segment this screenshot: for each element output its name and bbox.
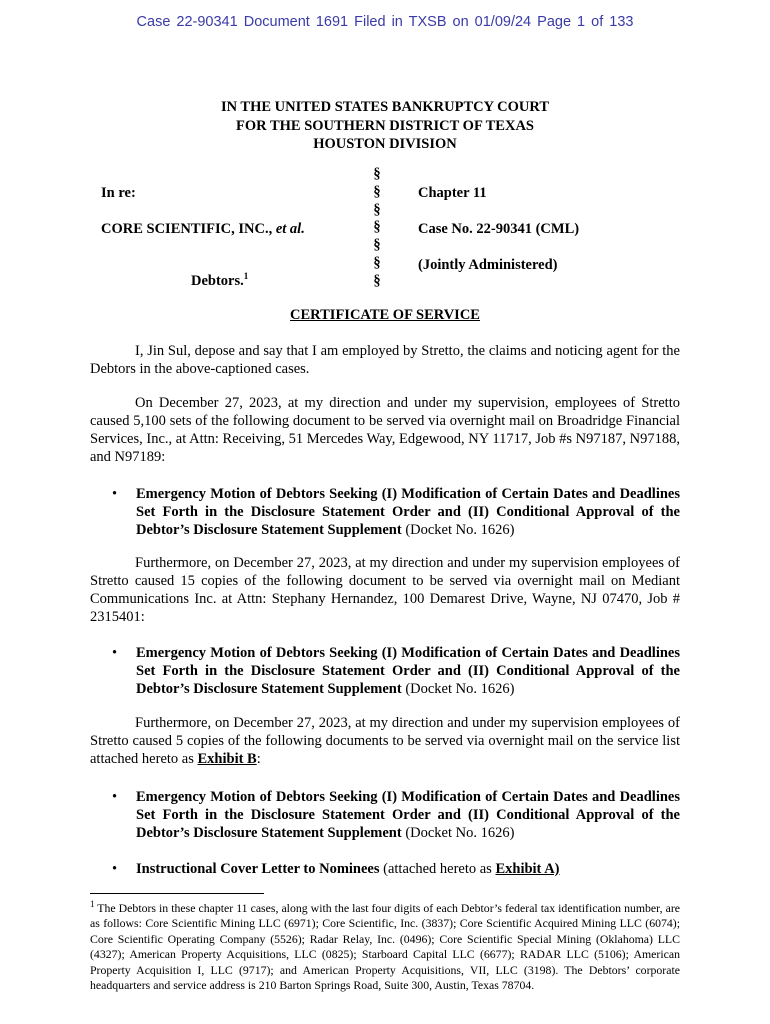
footnote-ref: 1 [243,271,249,282]
footnote-marker: 1 [90,899,95,910]
court-heading [0,98,770,154]
paragraph-3: Furthermore, on December 27, 2023, at my direction and under my supervision employees of Stretto caused 15 copies of the following document to be served via overnight mail on Mediant Communications Inc. at Attn: Stephany Hernandez, 100 Demarest Drive, Wayne, NJ 07470, Job # 2315401: [90,555,680,625]
bullet-icon: • [112,645,118,661]
section-mark: § [373,166,381,182]
section-mark: § [373,237,381,254]
section-mark: § [373,254,381,271]
paragraph-4: Furthermore, on December 27, 2023, at my direction and under my supervision employees of Stretto caused 5 copies of the following documents to be served via overnight mail on the service list attached hereto as Exhibit B: [90,715,680,767]
bullet-icon: • [112,789,118,805]
section-mark: § [373,219,381,236]
in-re-label: In re: [101,185,136,201]
list-item-2: • Emergency Motion of Debtors Seeking (I) Modification of Certain Dates and Deadlines Set Forth in the Disclosure Statement Order and (II) Conditional Approval of the Debtor’s Disclosure Statement Supplement (Docket No. 1626) [112,645,680,697]
court-line-1: IN THE UNITED STATES BANKRUPTCY COURT [220,99,550,115]
section-marks [370,166,384,291]
case-number: Case No. 22-90341 (CML) [418,221,580,237]
list-item-4: • Instructional Cover Letter to Nominees (attached hereto as Exhibit A) [112,861,560,877]
list-item-3: • Emergency Motion of Debtors Seeking (I) Modification of Certain Dates and Deadlines Set Forth in the Disclosure Statement Order and (II) Conditional Approval of the Debtor’s Disclosure Statement Supplement (Docket No. 1626) [112,789,680,841]
debtors-label: Debtors.$^1$ [191,271,249,289]
paragraph-2: On December 27, 2023, at my direction and under my supervision, employees of Stretto caused 5,100 sets of the following document to be served via overnight mail on Broadridge Financial Services, Inc., at Attn: Receiving, 51 Mercedes Way, Edgewood, NY 11717, Job #s N97187, N97188, and N97189: [90,395,680,465]
jointly-administered: (Jointly Administered) [418,257,558,273]
section-mark: § [373,183,381,200]
document-title: CERTIFICATE OF SERVICE [290,307,480,323]
footnote-divider [90,893,264,894]
court-line-2: FOR THE SOUTHERN DISTRICT OF TEXAS [235,117,534,134]
court-line-3: HOUSTON DIVISION [313,136,457,152]
paragraph-1: I, Jin Sul, depose and say that I am employed by Stretto, the claims and noticing agent for the Debtors in the above-captioned cases. [90,343,680,377]
section-mark: § [373,272,381,289]
et-al: et al. [275,221,305,237]
list-item-1: • Emergency Motion of Debtors Seeking (I) Modification of Certain Dates and Deadlines Set Forth in the Disclosure Statement Order and (II) Conditional Approval of the Debtor’s Disclosure Statement Supplement (Docket No. 1626) [112,486,680,538]
bullet-icon: • [112,861,118,877]
filing-stamp: Case 22-90341 Document 1691 Filed in TXSB on 01/09/24 Page 1 of 133 [136,14,634,30]
exhibit-a-ref: Exhibit A) [495,861,560,877]
bullet-icon: • [112,486,118,502]
footnote: $^1$ The Debtors in these chapter 11 cases, along with the last four digits of each Debtor’s federal tax identification number, are as follows: Core Scientific Mining LLC (6971); Core Scientific, Inc. (3837); Core Scientific Acquired Mining LLC (6074); Core Scientific Operating Company (5526); Radar Relay, Inc. (0496); Core Scientific Special Mining (Oklahoma) LLC (4327); American Property Acquisitions, LLC (0825); Starboard Capital LLC (6677); RADAR LLC (5106); American Property Acquisition I, LLC (9717); and American Property Acquisitions, VII, LLC (3198). The Debtors’ corporate headquarters and service address is 210 Barton Springs Road, Suite 300, Austin, Texas 78704. [90,899,680,993]
exhibit-b-ref: Exhibit B [197,751,257,767]
chapter-label: Chapter 11 [418,185,487,201]
section-mark: § [373,201,381,218]
debtor-name: CORE SCIENTIFIC, INC., et al. [101,221,305,237]
